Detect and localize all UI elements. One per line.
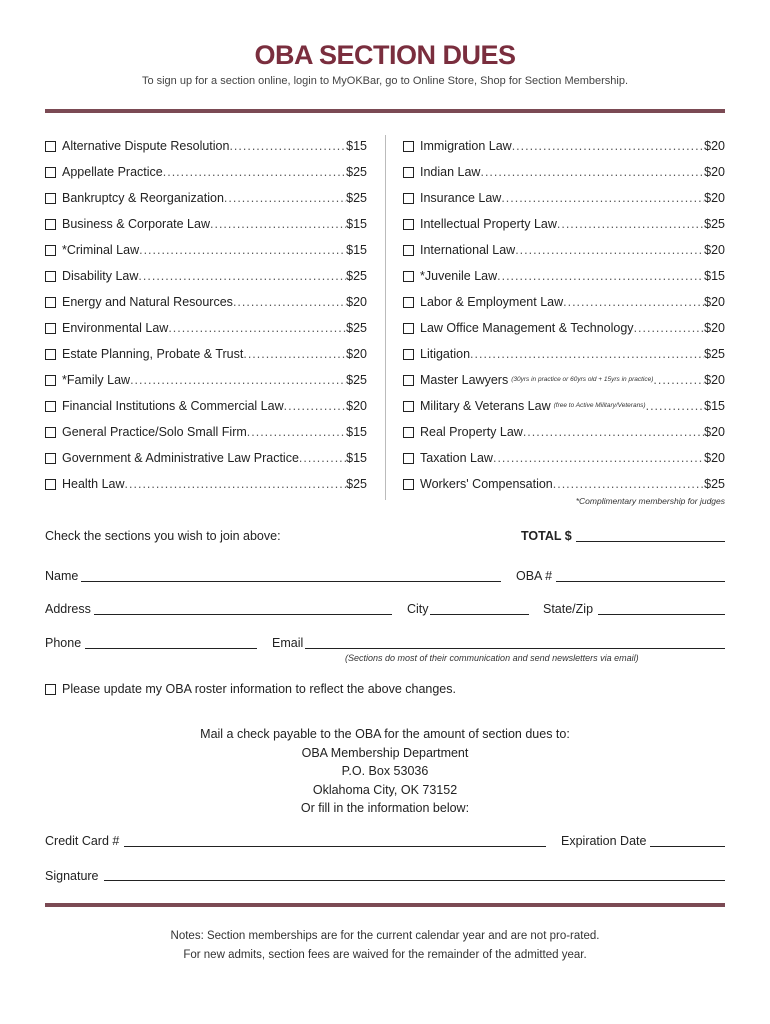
dot-leader (138, 266, 346, 286)
dot-leader (653, 370, 704, 390)
section-checkbox[interactable] (45, 401, 56, 412)
notes (0, 927, 770, 965)
dot-leader (163, 162, 346, 182)
section-label: Health Law (62, 477, 125, 491)
section-option[interactable] (403, 240, 725, 260)
section-price: $20 (346, 347, 367, 361)
section-price: $20 (704, 191, 725, 205)
section-checkbox[interactable] (45, 453, 56, 464)
signature-label: Signature (45, 869, 99, 883)
section-price: $20 (704, 243, 725, 257)
roster-update-text: Please update my OBA roster information to reflect the above changes. (62, 682, 456, 696)
dot-leader (299, 448, 346, 468)
section-price: $25 (704, 347, 725, 361)
section-option[interactable] (403, 448, 725, 468)
dot-leader (523, 422, 704, 442)
section-label: International Law (420, 243, 516, 257)
section-price: $20 (704, 165, 725, 179)
top-divider (45, 109, 725, 113)
credit-card-label: Credit Card # (45, 834, 120, 848)
dot-leader (497, 266, 704, 286)
section-checkbox[interactable] (403, 323, 414, 334)
section-price: $25 (704, 217, 725, 231)
section-checkbox[interactable] (403, 427, 414, 438)
section-price: $20 (346, 295, 367, 309)
section-price: $20 (704, 295, 725, 309)
total-field[interactable] (576, 541, 725, 542)
section-checkbox[interactable] (45, 297, 56, 308)
section-price: $15 (346, 243, 367, 257)
section-checkbox[interactable] (403, 141, 414, 152)
section-label: Litigation (420, 347, 471, 361)
section-label: Appellate Practice (62, 165, 163, 179)
section-checkbox[interactable] (403, 297, 414, 308)
section-checkbox[interactable] (403, 453, 414, 464)
section-label: Immigration Law (420, 139, 512, 153)
section-price: $15 (346, 139, 367, 153)
section-price: $25 (346, 269, 367, 283)
section-option[interactable] (45, 474, 367, 494)
section-label: Business & Corporate Law (62, 217, 210, 231)
section-price: $20 (704, 373, 725, 387)
section-checkbox[interactable] (45, 271, 56, 282)
section-label: Indian Law (420, 165, 481, 179)
section-label: *Family Law (62, 373, 131, 387)
section-price: $15 (704, 399, 725, 413)
dot-leader (553, 474, 704, 494)
section-option[interactable] (45, 344, 367, 364)
section-checkbox[interactable] (45, 219, 56, 230)
dot-leader (168, 318, 346, 338)
section-checkbox[interactable] (45, 167, 56, 178)
dot-leader (557, 214, 704, 234)
section-label: General Practice/Solo Small Firm (62, 425, 247, 439)
section-option[interactable] (403, 266, 725, 286)
dot-leader (634, 318, 705, 338)
section-option[interactable] (403, 474, 725, 494)
section-label: Alternative Dispute Resolution (62, 139, 230, 153)
phone-field[interactable] (85, 648, 257, 649)
dot-leader (470, 344, 704, 364)
section-checkbox[interactable] (403, 375, 414, 386)
section-price: $20 (704, 139, 725, 153)
section-price: $15 (346, 451, 367, 465)
dot-leader (243, 344, 346, 364)
section-label: Estate Planning, Probate & Trust (62, 347, 244, 361)
mail-line-5: Or fill in the information below: (300, 801, 470, 815)
section-option[interactable] (403, 188, 725, 208)
section-option[interactable] (45, 240, 367, 260)
dot-leader (501, 188, 704, 208)
section-option[interactable] (45, 318, 367, 338)
section-checkbox[interactable] (45, 323, 56, 334)
dot-leader (515, 240, 704, 260)
dot-leader (139, 240, 346, 260)
address-field[interactable] (94, 614, 392, 615)
notes-line-2: For new admits, section fees are waived for the remainder of the admitted year. (183, 949, 587, 961)
dot-leader (247, 422, 346, 442)
mail-line-3: P.O. Box 53036 (341, 764, 429, 778)
section-checkbox[interactable] (403, 245, 414, 256)
section-label: Government & Administrative Law Practice (62, 451, 299, 465)
statezip-field[interactable] (598, 614, 725, 615)
column-divider (385, 135, 386, 500)
section-checkbox[interactable] (403, 479, 414, 490)
dot-leader (480, 162, 704, 182)
city-label: City (407, 602, 429, 616)
dot-leader (512, 136, 704, 156)
section-label: Insurance Law (420, 191, 502, 205)
section-checkbox[interactable] (45, 141, 56, 152)
section-option[interactable] (45, 422, 367, 442)
mail-line-1: Mail a check payable to the OBA for the amount of section dues to: (200, 727, 570, 741)
email-note: (Sections do most of their communication and send newsletters via email) (345, 653, 639, 663)
section-checkbox[interactable] (403, 271, 414, 282)
section-price: $25 (346, 191, 367, 205)
email-field[interactable] (305, 648, 725, 649)
section-label: Financial Institutions & Commercial Law (62, 399, 284, 413)
section-checkbox[interactable] (45, 479, 56, 490)
section-price: $15 (346, 425, 367, 439)
section-checkbox[interactable] (403, 349, 414, 360)
section-label: Military & Veterans Law (420, 399, 551, 413)
section-option[interactable] (45, 162, 367, 182)
section-price: $20 (704, 451, 725, 465)
oba-number-field[interactable] (556, 581, 725, 582)
section-option[interactable] (45, 370, 367, 390)
section-label: Master Lawyers (420, 373, 509, 387)
section-price: $20 (346, 399, 367, 413)
section-checkbox[interactable] (45, 427, 56, 438)
dot-leader (284, 396, 347, 416)
section-option[interactable] (45, 136, 367, 156)
roster-update-checkbox[interactable] (45, 684, 56, 695)
total-label: TOTAL $ (521, 529, 572, 543)
section-option[interactable] (403, 396, 725, 416)
section-option[interactable] (403, 162, 725, 182)
page-subtitle: To sign up for a section online, login to MyOKBar, go to Online Store, Shop for Section Membership. (141, 75, 629, 87)
name-label: Name (45, 569, 79, 583)
section-option[interactable] (403, 370, 725, 390)
section-label: *Juvenile Law (420, 269, 498, 283)
email-label: Email (272, 636, 304, 650)
oba-number-label: OBA # (516, 569, 553, 583)
section-option[interactable] (403, 214, 725, 234)
dot-leader (646, 396, 705, 416)
section-option[interactable] (403, 422, 725, 442)
section-label: Intellectual Property Law (420, 217, 557, 231)
section-checkbox[interactable] (403, 167, 414, 178)
section-label: Workers' Compensation (420, 477, 553, 491)
section-note: (30yrs in practice or 60yrs old + 15yrs in practice) (511, 376, 654, 383)
judges-footnote: *Complimentary membership for judges (575, 496, 725, 506)
section-label: *Criminal Law (62, 243, 140, 257)
statezip-label: State/Zip (543, 602, 594, 616)
section-price: $25 (346, 477, 367, 491)
section-price: $25 (704, 477, 725, 491)
dot-leader (563, 292, 704, 312)
section-option[interactable] (45, 214, 367, 234)
name-field[interactable] (81, 581, 501, 582)
signature-field[interactable] (104, 880, 725, 881)
dot-leader (233, 292, 346, 312)
section-label: Disability Law (62, 269, 139, 283)
section-price: $20 (704, 321, 725, 335)
roster-update-option[interactable] (45, 679, 456, 699)
dot-leader (125, 474, 347, 494)
section-label: Law Office Management & Technology (420, 321, 634, 335)
section-option[interactable] (45, 448, 367, 468)
section-price: $25 (346, 321, 367, 335)
section-price: $15 (704, 269, 725, 283)
section-checkbox[interactable] (45, 245, 56, 256)
mail-line-4: Oklahoma City, OK 73152 (312, 782, 458, 797)
notes-line-1: Notes: Section memberships are for the current calendar year and are not pro-rated. (170, 930, 600, 942)
section-checkbox[interactable] (45, 193, 56, 204)
credit-card-field[interactable] (124, 846, 546, 847)
section-label: Energy and Natural Resources (62, 295, 233, 309)
section-option[interactable] (45, 396, 367, 416)
expiration-label: Expiration Date (561, 834, 647, 848)
mail-instructions (0, 725, 770, 818)
section-label: Labor & Employment Law (420, 295, 564, 309)
address-label: Address (45, 602, 91, 616)
city-field[interactable] (430, 614, 529, 615)
section-price: $20 (704, 425, 725, 439)
section-checkbox[interactable] (403, 219, 414, 230)
section-option[interactable] (403, 136, 725, 156)
bottom-divider (45, 903, 725, 907)
section-option[interactable] (45, 188, 367, 208)
section-option[interactable] (45, 292, 367, 312)
section-price: $25 (346, 373, 367, 387)
section-note: (free to Active Military/Veterans) (553, 402, 646, 409)
expiration-field[interactable] (650, 846, 725, 847)
section-label: Taxation Law (420, 451, 493, 465)
section-price: $25 (346, 165, 367, 179)
dot-leader (229, 136, 346, 156)
section-checkbox[interactable] (45, 375, 56, 386)
dot-leader (224, 188, 346, 208)
section-label: Bankruptcy & Reorganization (62, 191, 224, 205)
mail-line-2: OBA Membership Department (301, 745, 469, 760)
phone-label: Phone (45, 636, 82, 650)
check-sections-text: Check the sections you wish to join above: (45, 529, 281, 543)
section-checkbox[interactable] (45, 349, 56, 360)
dot-leader (130, 370, 346, 390)
section-option[interactable] (403, 292, 725, 312)
section-option[interactable] (45, 266, 367, 286)
dot-leader (210, 214, 346, 234)
section-checkbox[interactable] (403, 193, 414, 204)
section-option[interactable] (403, 318, 725, 338)
page-title: OBA SECTION DUES (254, 40, 516, 70)
section-option[interactable] (403, 344, 725, 364)
section-price: $15 (346, 217, 367, 231)
section-label: Real Property Law (420, 425, 523, 439)
section-label: Environmental Law (62, 321, 169, 335)
dot-leader (493, 448, 704, 468)
section-checkbox[interactable] (403, 401, 414, 412)
